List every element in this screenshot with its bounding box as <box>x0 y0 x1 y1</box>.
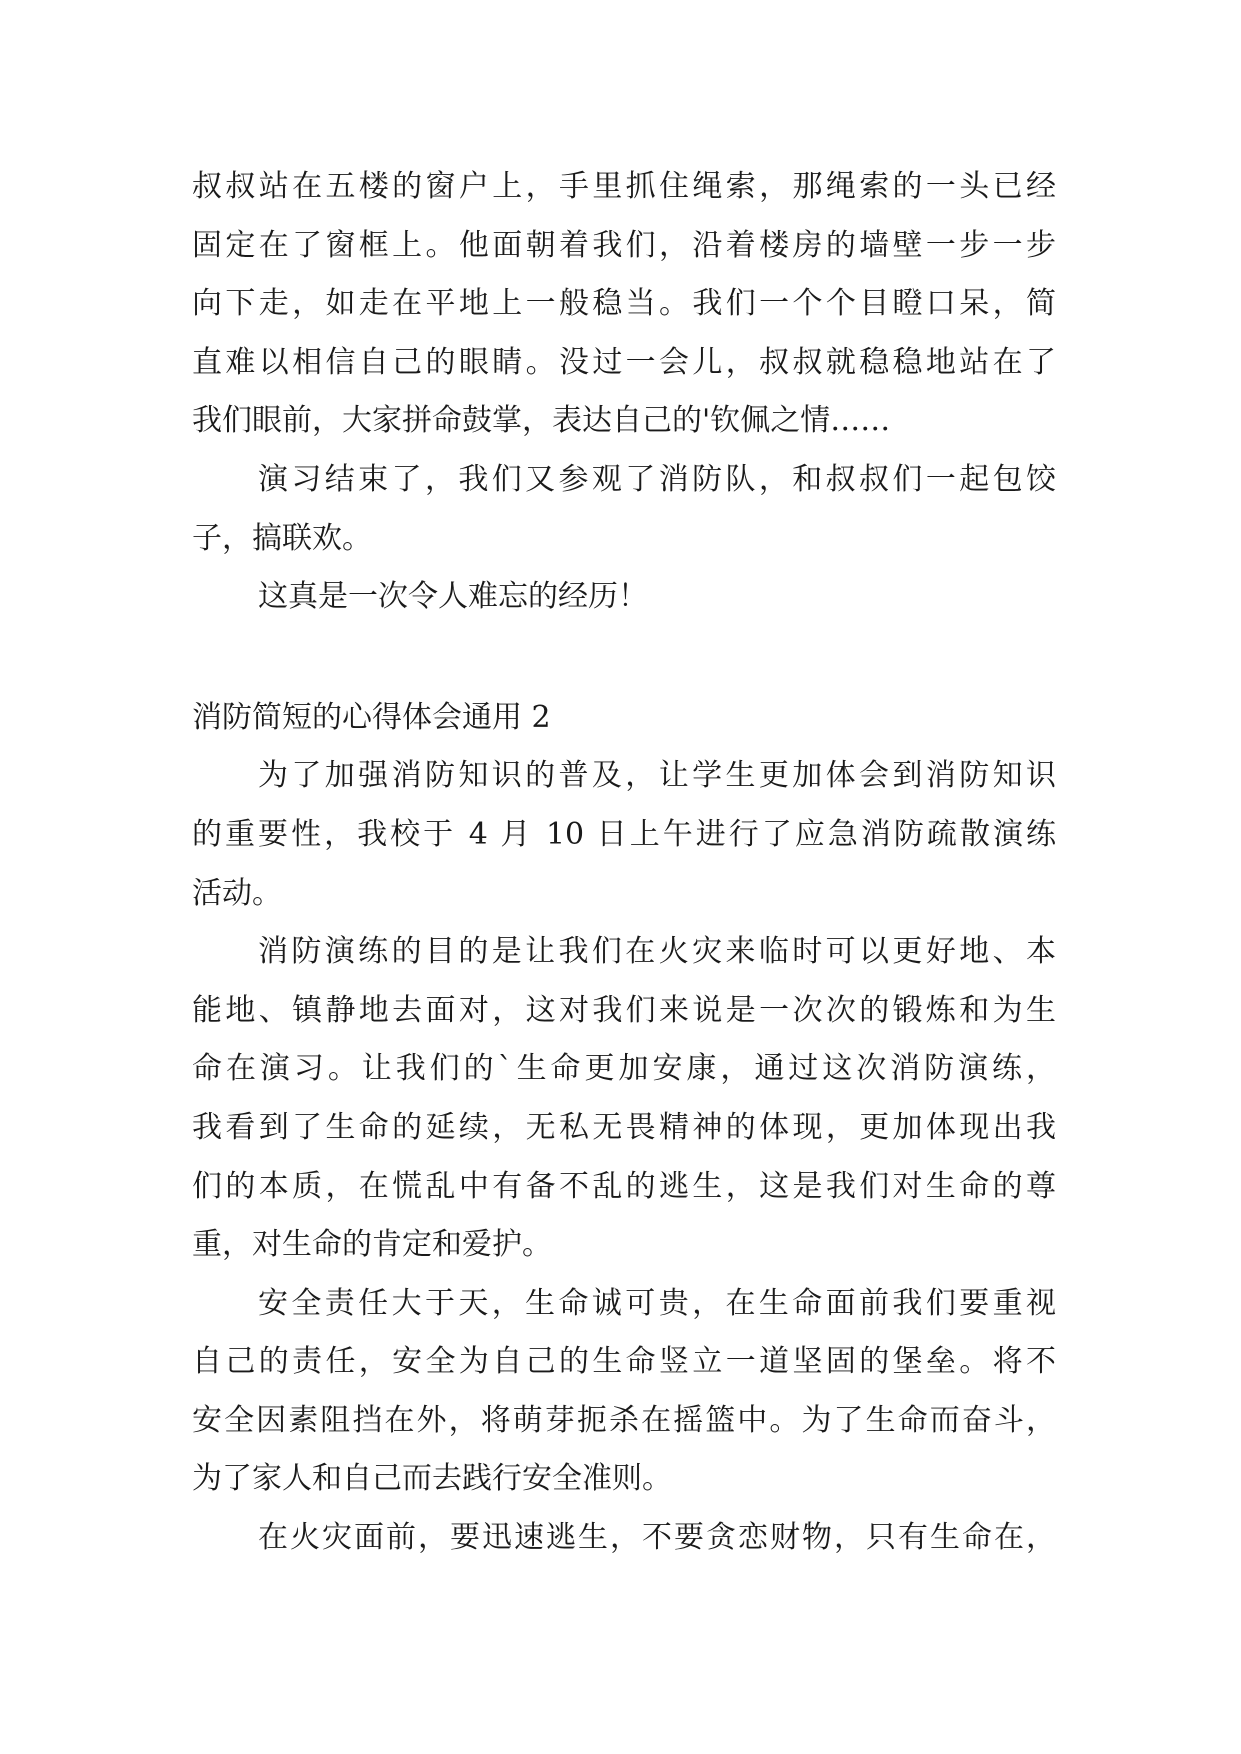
text-line: 能地、镇静地去面对，这对我们来说是一次次的锻炼和为生 <box>192 992 1056 1028</box>
text-line: 为了加强消防知识的普及，让学生更加体会到消防知识 <box>258 758 1056 794</box>
top-section <box>192 158 1056 627</box>
text-line: 们的本质，在慌乱中有备不乱的逃生，这是我们对生命的尊 <box>192 1168 1056 1204</box>
text-line: 这真是一次令人难忘的经历！ <box>258 579 648 615</box>
text-line: 自己的责任，安全为自己的生命竖立一道坚固的堡垒。将不 <box>192 1344 1056 1380</box>
paragraph <box>192 568 1056 627</box>
text-line: 重，对生命的肯定和爱护。 <box>192 1227 552 1263</box>
text-line: 消防演练的目的是让我们在火灾来临时可以更好地、本 <box>258 934 1056 970</box>
text-line: 安全因素阻挡在外，将萌芽扼杀在摇篮中。为了生命而奋斗， <box>192 1402 1056 1438</box>
bottom-section <box>192 747 1056 1567</box>
paragraph <box>192 1509 1056 1568</box>
paragraph <box>192 1275 1056 1509</box>
text-line: 我们眼前，大家拼命鼓掌，表达自己的'钦佩之情…… <box>192 403 891 439</box>
paragraph <box>192 923 1056 1275</box>
text-line: 演习结束了，我们又参观了消防队，和叔叔们一起包饺 <box>258 461 1056 497</box>
text-line: 我看到了生命的延续，无私无畏精神的体现，更加体现出我 <box>192 1109 1056 1145</box>
text-line: 命在演习。让我们的`生命更加安康，通过这次消防演练， <box>192 1051 1056 1087</box>
text-line: 活动。 <box>192 875 282 911</box>
paragraph <box>192 747 1056 923</box>
text-line: 安全责任大于天，生命诚可贵，在生命面前我们要重视 <box>258 1285 1056 1321</box>
section-gap <box>192 627 1056 689</box>
paragraph <box>192 158 1056 451</box>
section-heading: 消防简短的心得体会通用 2 <box>192 699 551 735</box>
text-line: 固定在了窗框上。他面朝着我们，沿着楼房的墙壁一步一步 <box>192 227 1056 263</box>
text-line: 叔叔站在五楼的窗户上，手里抓住绳索，那绳索的一头已经 <box>192 169 1056 204</box>
text-line: 为了家人和自己而去践行安全准则。 <box>192 1461 672 1497</box>
text-line: 向下走，如走在平地上一般稳当。我们一个个目瞪口呆，简 <box>192 286 1056 322</box>
paragraph <box>192 451 1056 568</box>
text-line: 的重要性，我校于 4 月 10 日上午进行了应急消防疏散演练 <box>192 816 1056 852</box>
document-page <box>192 158 1056 1568</box>
text-line: 直难以相信自己的眼睛。没过一会儿，叔叔就稳稳地站在了 <box>192 344 1056 380</box>
text-line: 在火灾面前，要迅速逃生，不要贪恋财物，只有生命在， <box>258 1520 1056 1556</box>
text-line: 子，搞联欢。 <box>192 520 372 556</box>
